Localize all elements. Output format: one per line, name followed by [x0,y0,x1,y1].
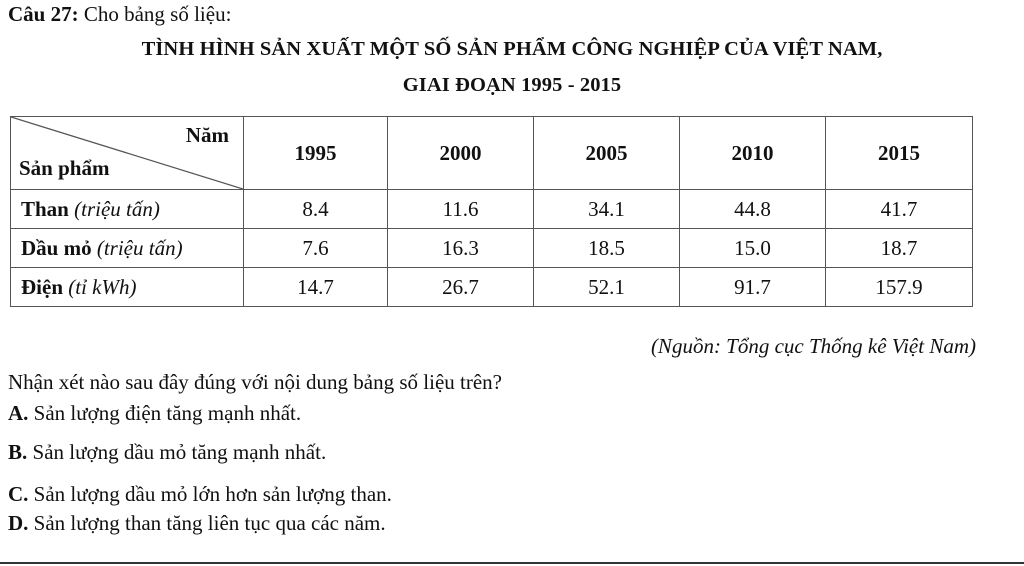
product-cell [11,229,244,268]
value-cell: 18.7 [826,229,973,268]
value-cell: 8.4 [244,190,388,229]
value-cell: 44.8 [680,190,826,229]
data-table [10,116,973,307]
value-cell: 157.9 [826,268,973,307]
value-cell: 26.7 [388,268,534,307]
value-cell: 41.7 [826,190,973,229]
year-header: 2015 [826,117,973,190]
option-letter: D. [8,511,29,535]
source-note: (Nguồn: Tổng cục Thống kê Việt Nam) [650,334,976,358]
product-unit: (triệu tấn) [74,196,160,221]
question-prompt: Nhận xét nào sau đây đúng với nội dung bảng số liệu trên? [8,370,503,394]
option-d[interactable] [8,511,386,536]
corner-year-label: Năm [185,123,229,147]
value-cell: 52.1 [534,268,680,307]
table-header-row [11,117,973,190]
option-c[interactable] [8,482,392,507]
option-text: Sản lượng dầu mỏ tăng mạnh nhất. [32,440,327,464]
value-cell: 11.6 [388,190,534,229]
option-text: Sản lượng dầu mỏ lớn hơn sản lượng than. [33,482,392,506]
value-cell: 91.7 [680,268,826,307]
value-cell: 15.0 [680,229,826,268]
corner-cell [11,117,244,190]
product-cell [11,190,244,229]
year-header: 2005 [534,117,680,190]
value-cell: 34.1 [534,190,680,229]
table-row [11,229,973,268]
table-title-line1: TÌNH HÌNH SẢN XUẤT MỘT SỐ SẢN PHẨM CÔNG NGHIỆP CỦA VIỆT NAM, [141,38,883,60]
option-letter: C. [8,482,29,506]
year-header: 1995 [244,117,388,190]
product-name: Than [21,196,69,221]
value-cell: 14.7 [244,268,388,307]
table-row [11,190,973,229]
year-header: 2000 [388,117,534,190]
option-text: Sản lượng điện tăng mạnh nhất. [33,401,302,425]
option-a[interactable] [8,401,301,426]
option-text: Sản lượng than tăng liên tục qua các năm. [33,511,386,535]
value-cell: 18.5 [534,229,680,268]
option-letter: B. [8,440,28,464]
value-cell: 16.3 [388,229,534,268]
product-name: Điện [21,274,63,299]
question-number: Câu 27: [8,2,79,26]
option-b[interactable] [8,440,326,465]
year-header: 2010 [680,117,826,190]
question-intro: Cho bảng số liệu: [83,2,232,26]
corner-product-label: Sản phẩm [19,156,110,180]
question-header [8,2,231,27]
product-unit: (triệu tấn) [96,235,183,260]
table-title-line2: GIAI ĐOẠN 1995 - 2015 [402,74,622,96]
product-cell [11,268,244,307]
value-cell: 7.6 [244,229,388,268]
product-name: Dầu mỏ [21,235,92,260]
table-row [11,268,973,307]
option-letter: A. [8,401,29,425]
bottom-divider [0,562,1024,564]
product-unit: (tỉ kWh) [68,274,137,299]
